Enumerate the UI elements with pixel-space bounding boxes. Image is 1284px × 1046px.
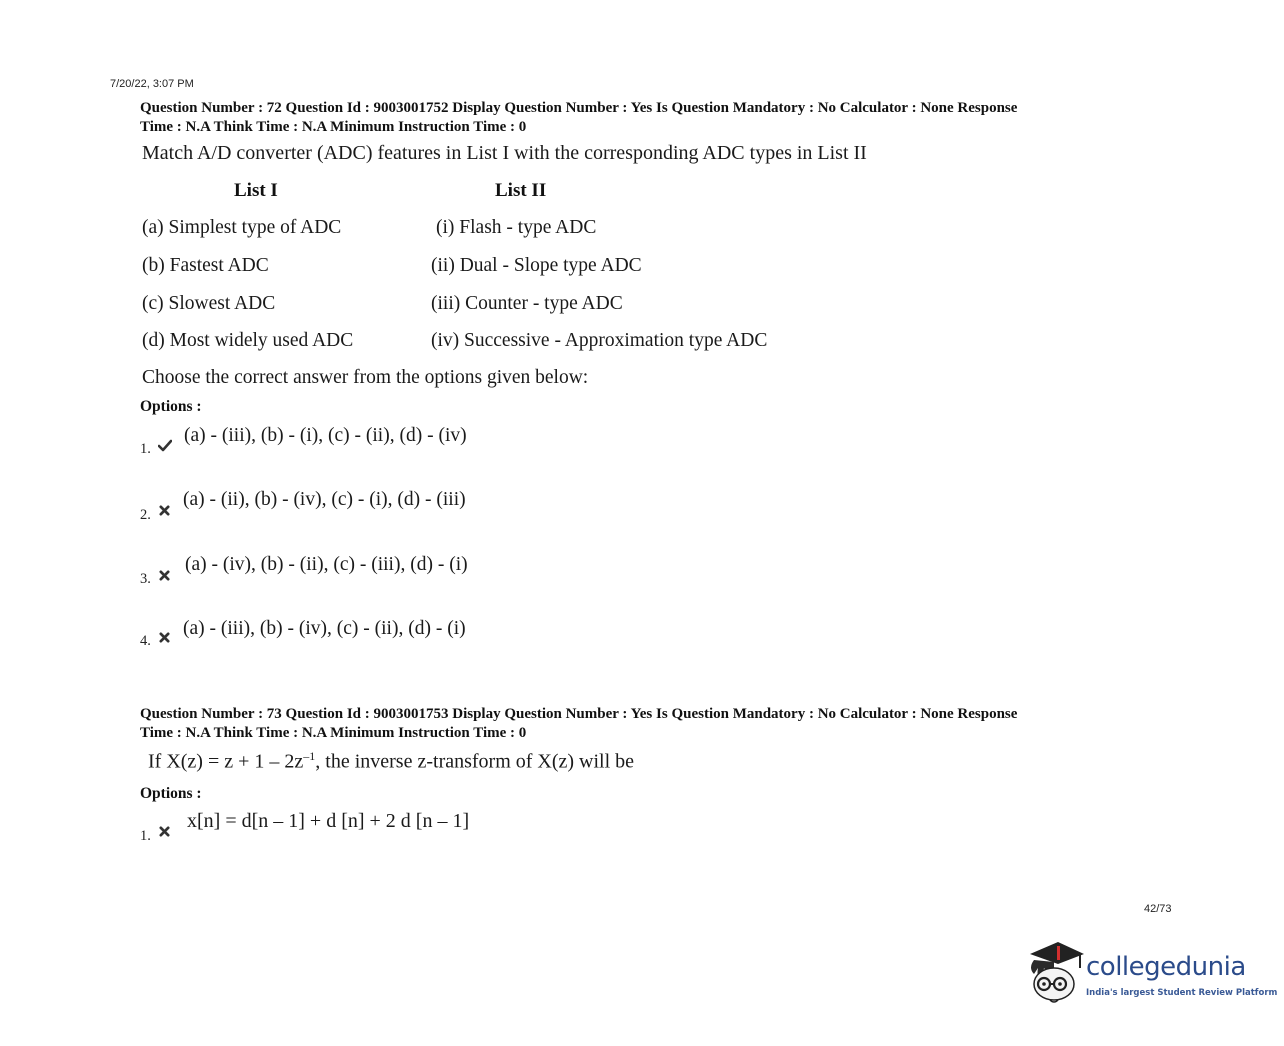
q72-options-label: Options : bbox=[140, 398, 202, 415]
list1-item-b: (b) Fastest ADC bbox=[142, 255, 269, 276]
print-timestamp: 7/20/22, 3:07 PM bbox=[110, 78, 194, 90]
q73-meta-line2: Time : N.A Think Time : N.A Minimum Instruction Time : 0 bbox=[140, 725, 527, 741]
q72-question-text: Match A/D converter (ADC) features in List I with the corresponding ADC types in List II bbox=[142, 142, 867, 164]
option-number: 1. bbox=[140, 828, 151, 844]
cross-icon bbox=[159, 826, 170, 837]
option-text: (a) - (ii), (b) - (iv), (c) - (i), (d) - (iii) bbox=[183, 489, 466, 510]
option-number: 1. bbox=[140, 441, 151, 457]
q73-question-text bbox=[148, 749, 634, 774]
page-number: 42/73 bbox=[1144, 903, 1172, 915]
q72-meta-line2: Time : N.A Think Time : N.A Minimum Instruction Time : 0 bbox=[140, 119, 527, 135]
collegedunia-tagline: India's largest Student Review Platform bbox=[1086, 988, 1278, 998]
cross-icon bbox=[159, 632, 170, 643]
option-number: 2. bbox=[140, 507, 151, 523]
option-text: (a) - (iv), (b) - (ii), (c) - (iii), (d) - (i) bbox=[185, 554, 468, 575]
q73-metadata bbox=[140, 705, 1170, 743]
q73-question-pre: If X(z) = z + 1 – 2z bbox=[148, 750, 304, 773]
q73-meta-line1: Question Number : 73 Question Id : 9003001753 Display Question Number : Yes Is Question Mandatory : No Calculator : None Response bbox=[140, 706, 1018, 722]
collegedunia-logo-text: collegedunia bbox=[1086, 952, 1246, 982]
list2-item-i: (i) Flash - type ADC bbox=[436, 217, 597, 238]
option-number: 4. bbox=[140, 633, 151, 649]
list1-item-c: (c) Slowest ADC bbox=[142, 293, 276, 314]
q72-meta-line1: Question Number : 72 Question Id : 9003001752 Display Question Number : Yes Is Question Mandatory : No Calculator : None Response bbox=[140, 100, 1018, 116]
option-number: 3. bbox=[140, 571, 151, 587]
list1-item-a: (a) Simplest type of ADC bbox=[142, 217, 342, 238]
cross-icon bbox=[159, 570, 170, 581]
q73-options-label: Options : bbox=[140, 785, 202, 802]
option-text: (a) - (iii), (b) - (i), (c) - (ii), (d) - (iv) bbox=[184, 425, 467, 446]
option-text: (a) - (iii), (b) - (iv), (c) - (ii), (d) - (i) bbox=[183, 618, 466, 639]
list1-heading: List I bbox=[234, 180, 278, 201]
q73-question-post: , the inverse z-transform of X(z) will be bbox=[315, 750, 635, 773]
q72-instruction: Choose the correct answer from the options given below: bbox=[142, 367, 589, 388]
collegedunia-mascot-icon bbox=[1024, 938, 1086, 1008]
list2-item-iv: (iv) Successive - Approximation type ADC bbox=[431, 330, 768, 351]
cross-icon bbox=[159, 505, 170, 516]
check-icon bbox=[158, 439, 172, 453]
list2-heading: List II bbox=[495, 180, 547, 201]
q72-metadata bbox=[140, 99, 1170, 137]
list1-item-d: (d) Most widely used ADC bbox=[142, 330, 354, 351]
option-text: x[n] = d[n – 1] + d [n] + 2 d [n – 1] bbox=[187, 810, 470, 832]
list2-item-iii: (iii) Counter - type ADC bbox=[431, 293, 623, 314]
list2-item-ii: (ii) Dual - Slope type ADC bbox=[431, 255, 642, 276]
q73-question-exponent: –1 bbox=[303, 749, 316, 763]
